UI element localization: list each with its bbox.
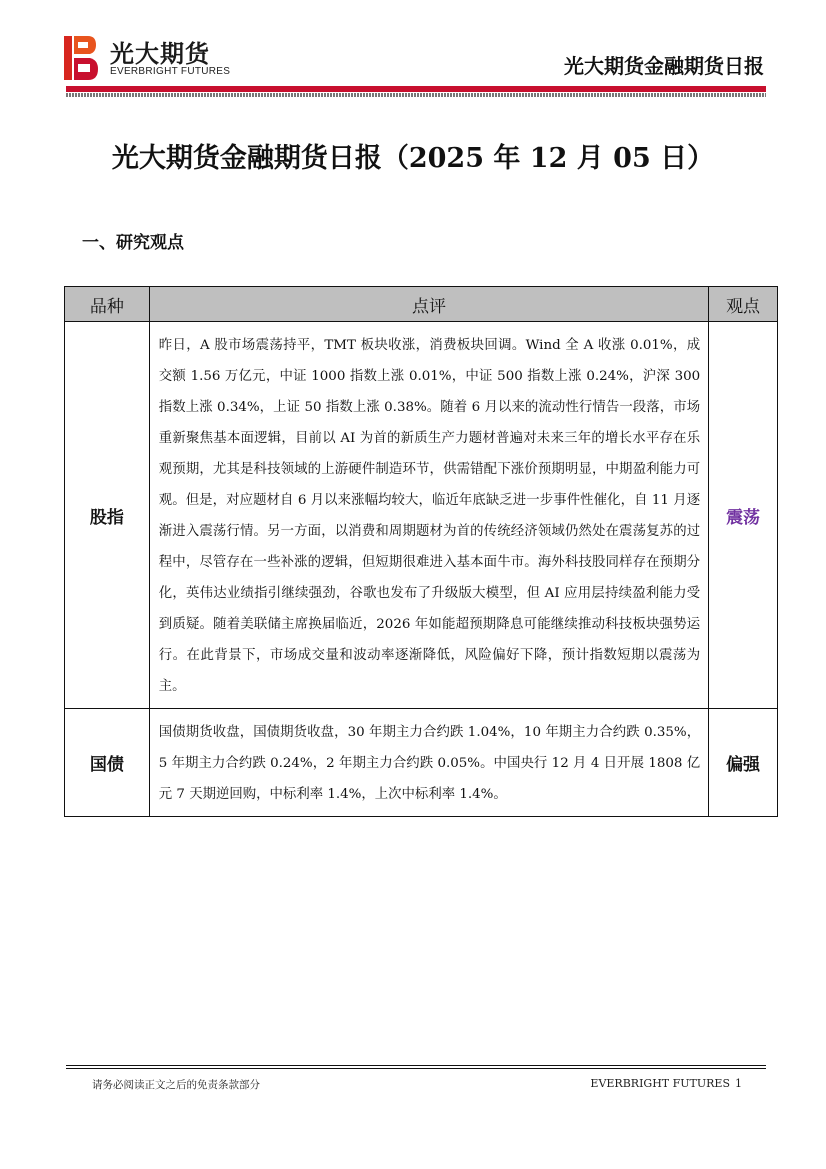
logo-english-name: EVERBRIGHT FUTURES <box>110 66 231 77</box>
table-header-row <box>65 287 778 322</box>
header-comment: 点评 <box>149 287 708 322</box>
table-row <box>65 709 778 817</box>
comment-cell: 昨日，A 股市场震荡持平，TMT 板块收涨，消费板块回调。Wind 全 A 收涨 0.01%，成交额 1.56 万亿元，中证 1000 指数上涨 0.01%，中证 500 指数上涨 0.24%，沪深 300 指数上涨 0.34%，上证 50 指数上涨 0.38%。随着 6 月以来的流动性行情告一段落，市场重新聚焦基本面逻辑，目前以 AI 为首的新质生产力题材普遍对未来三年的增长水平存在乐观预期，尤其是科技领域的上游硬件制造环节，供需错配下涨价预期明显，中期盈利能力可观。但是，对应题材自 6 月以来涨幅均较大，临近年底缺乏进一步事件性催化，自 11 月逐渐进入震荡行情。另一方面，以消费和周期题材为首的传统经济领域仍然处在震荡复苏的过程中，尽管存在一些补涨的逻辑，但短期很难进入基本面牛市。海外科技股同样存在预期分化，英伟达业绩指引继续强劲，谷歌也发布了升级版大模型，但 AI 应用层持续盈利能力受到质疑。随着美联储主席换届临近，2026 年如能超预期降息可能继续推动科技板块强势运行。在此背景下，市场成交量和波动率逐渐降低，风险偏好下降，预计指数短期以震荡为主。 <box>149 322 708 709</box>
logo-chinese-name: 光大期货 <box>110 40 210 68</box>
research-view-table <box>64 286 778 817</box>
header-view: 观点 <box>709 287 778 322</box>
footer-divider <box>66 1065 766 1066</box>
variety-cell: 国债 <box>65 709 150 817</box>
footer-company: EVERBRIGHT FUTURES <box>590 1077 730 1090</box>
everbright-logo-icon <box>64 36 98 80</box>
footer-disclaimer: 请务必阅读正文之后的免责条款部分 <box>92 1079 260 1091</box>
view-cell: 震荡 <box>709 322 778 709</box>
section-title: 一、研究观点 <box>82 233 184 253</box>
header-red-bar <box>66 86 766 92</box>
variety-cell: 股指 <box>65 322 150 709</box>
header-variety: 品种 <box>65 287 150 322</box>
header-gray-bar <box>66 93 766 97</box>
company-logo <box>64 34 264 84</box>
footer-divider-secondary <box>66 1068 766 1069</box>
document-title: 光大期货金融期货日报（2025 年 12 月 05 日） <box>111 143 715 174</box>
table-row <box>65 322 778 709</box>
header-report-name: 光大期货金融期货日报 <box>564 54 764 78</box>
page-number: 1 <box>735 1077 742 1090</box>
view-cell: 偏强 <box>709 709 778 817</box>
comment-cell: 国债期货收盘，国债期货收盘，30 年期主力合约跌 1.04%，10 年期主力合约跌 0.35%，5 年期主力合约跌 0.24%，2 年期主力合约跌 0.05%。中国央行 12 月 4 日开展 1808 亿元 7 天期逆回购，中标利率 1.4%，上次中标利率 1.4%。 <box>149 709 708 817</box>
